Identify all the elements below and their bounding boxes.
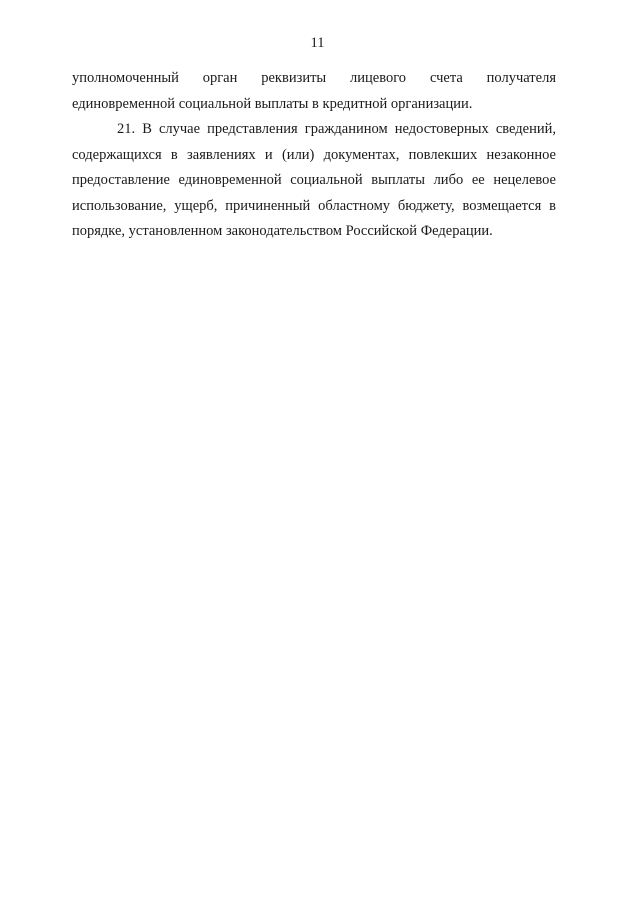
document-body (72, 66, 556, 245)
text-line: единовременной социальной выплаты в кредитной организации. (72, 95, 473, 112)
text-line: предоставление единовременной социальной выплаты либо ее нецелевое (72, 172, 556, 188)
text-line: порядке, установленном законодательством Российской Федерации. (72, 223, 493, 239)
paragraph-20-continuation (72, 66, 556, 117)
text-line: использование, ущерб, причиненный областному бюджету, возмещается в (72, 197, 556, 214)
paragraph-21 (72, 117, 556, 245)
text-line: содержащихся в заявлениях и (или) документах, повлекших незаконное (72, 146, 556, 163)
text-line: уполномоченный орган реквизиты лицевого счета получателя (72, 70, 556, 86)
text-line: 21. В случае представления гражданином недостоверных сведений, (117, 121, 556, 137)
page-number: 11 (310, 35, 325, 51)
